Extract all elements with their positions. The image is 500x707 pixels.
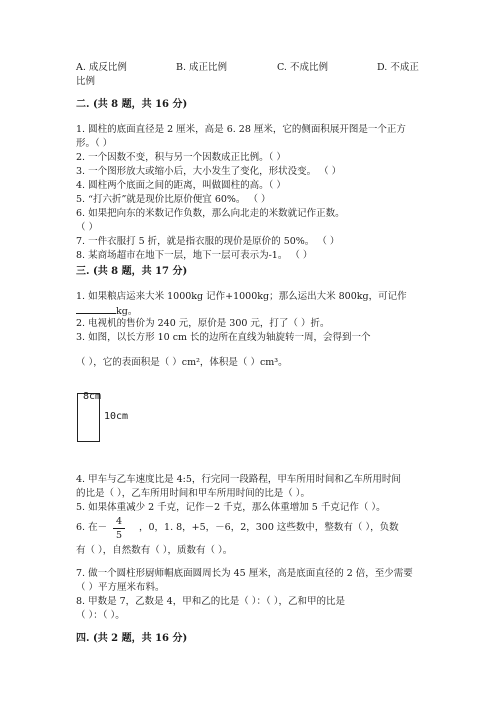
fraction-numerator: 4 [115, 516, 123, 527]
s3-q8-line-1: 8. 甲数是 7，乙数是 4，甲和乙的比是（ ）：（ ），乙和甲的比是 [76, 596, 346, 607]
option-a: A. 成反比例 [76, 62, 127, 73]
option-b: B. 成正比例 [176, 62, 228, 73]
answer-blank [76, 304, 116, 314]
s3-q7-line-1: 7. 做一个圆柱形厨师帽底面圆周长为 45 厘米，高是底面直径的 2 倍，至少需要 [76, 568, 413, 579]
s3-q1-line-1: 1. 如果粮店运来大米 1000kg 记作+1000kg；那么运出大米 800kg，可记作 [76, 291, 407, 302]
s3-q6-line-1: ，0，1. 8，+5，－6，2，300 这些数中，整数有（ ），负数 [139, 522, 399, 533]
section-3-title: 三. (共 8 题，共 17 分) [76, 266, 188, 277]
s3-q6-prefix: 6. 在－ [76, 522, 108, 533]
s2-line-2: 形。（ ） [76, 138, 113, 149]
s3-q8-line-2: （ ）：（ ）。 [76, 610, 125, 621]
s3-q7-line-2: （ ）平方厘米布料。 [76, 582, 165, 593]
s2-line-7: 6. 如果把向东的米数记作负数，那么向北走的米数就记作正数。 [76, 208, 345, 219]
s3-q3-line-2: （ ），它的表面积是（ ）cm²，体积是（ ）cm³。 [76, 357, 288, 368]
s3-q6-line-2: 有（ ），自然数有（ ），质数有（ ）。 [76, 545, 233, 556]
fraction-bar [113, 528, 125, 529]
section-4-title: 四. (共 2 题，共 16 分) [76, 633, 188, 644]
s3-q5: 5. 如果体重减少 2 千克，记作－2 千克，那么体重增加 5 千克记作（ ）。 [76, 502, 386, 513]
s2-line-3: 2. 一个因数不变，积与另一个因数成正比例。（ ） [76, 152, 286, 163]
s2-line-5: 4. 圆柱两个底面之间的距离，叫做圆柱的高。（ ） [76, 180, 286, 191]
s2-line-4: 3. 一个图形放大或缩小后，大小发生了变化，形状没变。 （ ） [76, 166, 342, 177]
figure-height-label: 10cm [104, 411, 129, 422]
s3-q1-unit: kg。 [116, 306, 138, 317]
s3-q3-line-1: 3. 如图，以长方形 10 cm 长的边所在直线为轴旋转一周，会得到一个 [76, 332, 371, 343]
s3-q4-line-1: 4. 甲车与乙车速度比是 4:5，行完同一段路程，甲车所用时间和乙车所用时间 [76, 474, 401, 485]
s3-q1-line-2 [76, 304, 137, 318]
s2-line-9: 7. 一件衣服打 5 折，就是指衣服的现价是原价的 50%。 （ ） [76, 236, 340, 247]
s3-q4-line-2: 的比是（ ），乙车所用时间和甲车所用时间的比是（ ）。 [76, 488, 311, 499]
option-c: C. 不成比例 [277, 62, 328, 73]
option-d: D. 不成正 [377, 62, 419, 73]
s2-line-8: （ ） [76, 222, 99, 233]
s3-q2: 2. 电视机的售价为 240 元，原价是 300 元，打了（ ）折。 [76, 318, 330, 329]
section-2-title: 二. (共 8 题，共 16 分) [76, 99, 188, 110]
s2-line-6: 5. “打六折”就是现价比原价便宜 60%。 （ ） [76, 194, 271, 205]
s2-line-1: 1. 圆柱的底面直径是 2 厘米，高是 6. 28 厘米，它的侧面积展开图是一个正方 [76, 124, 406, 135]
figure-width-label: 8cm [83, 391, 102, 402]
fraction-denominator: 5 [115, 530, 123, 541]
s2-line-10: 8. 某商场超市在地下一层，地下一层可表示为-1。 （ ） [76, 250, 313, 261]
option-d-continued: 比例 [76, 76, 96, 87]
